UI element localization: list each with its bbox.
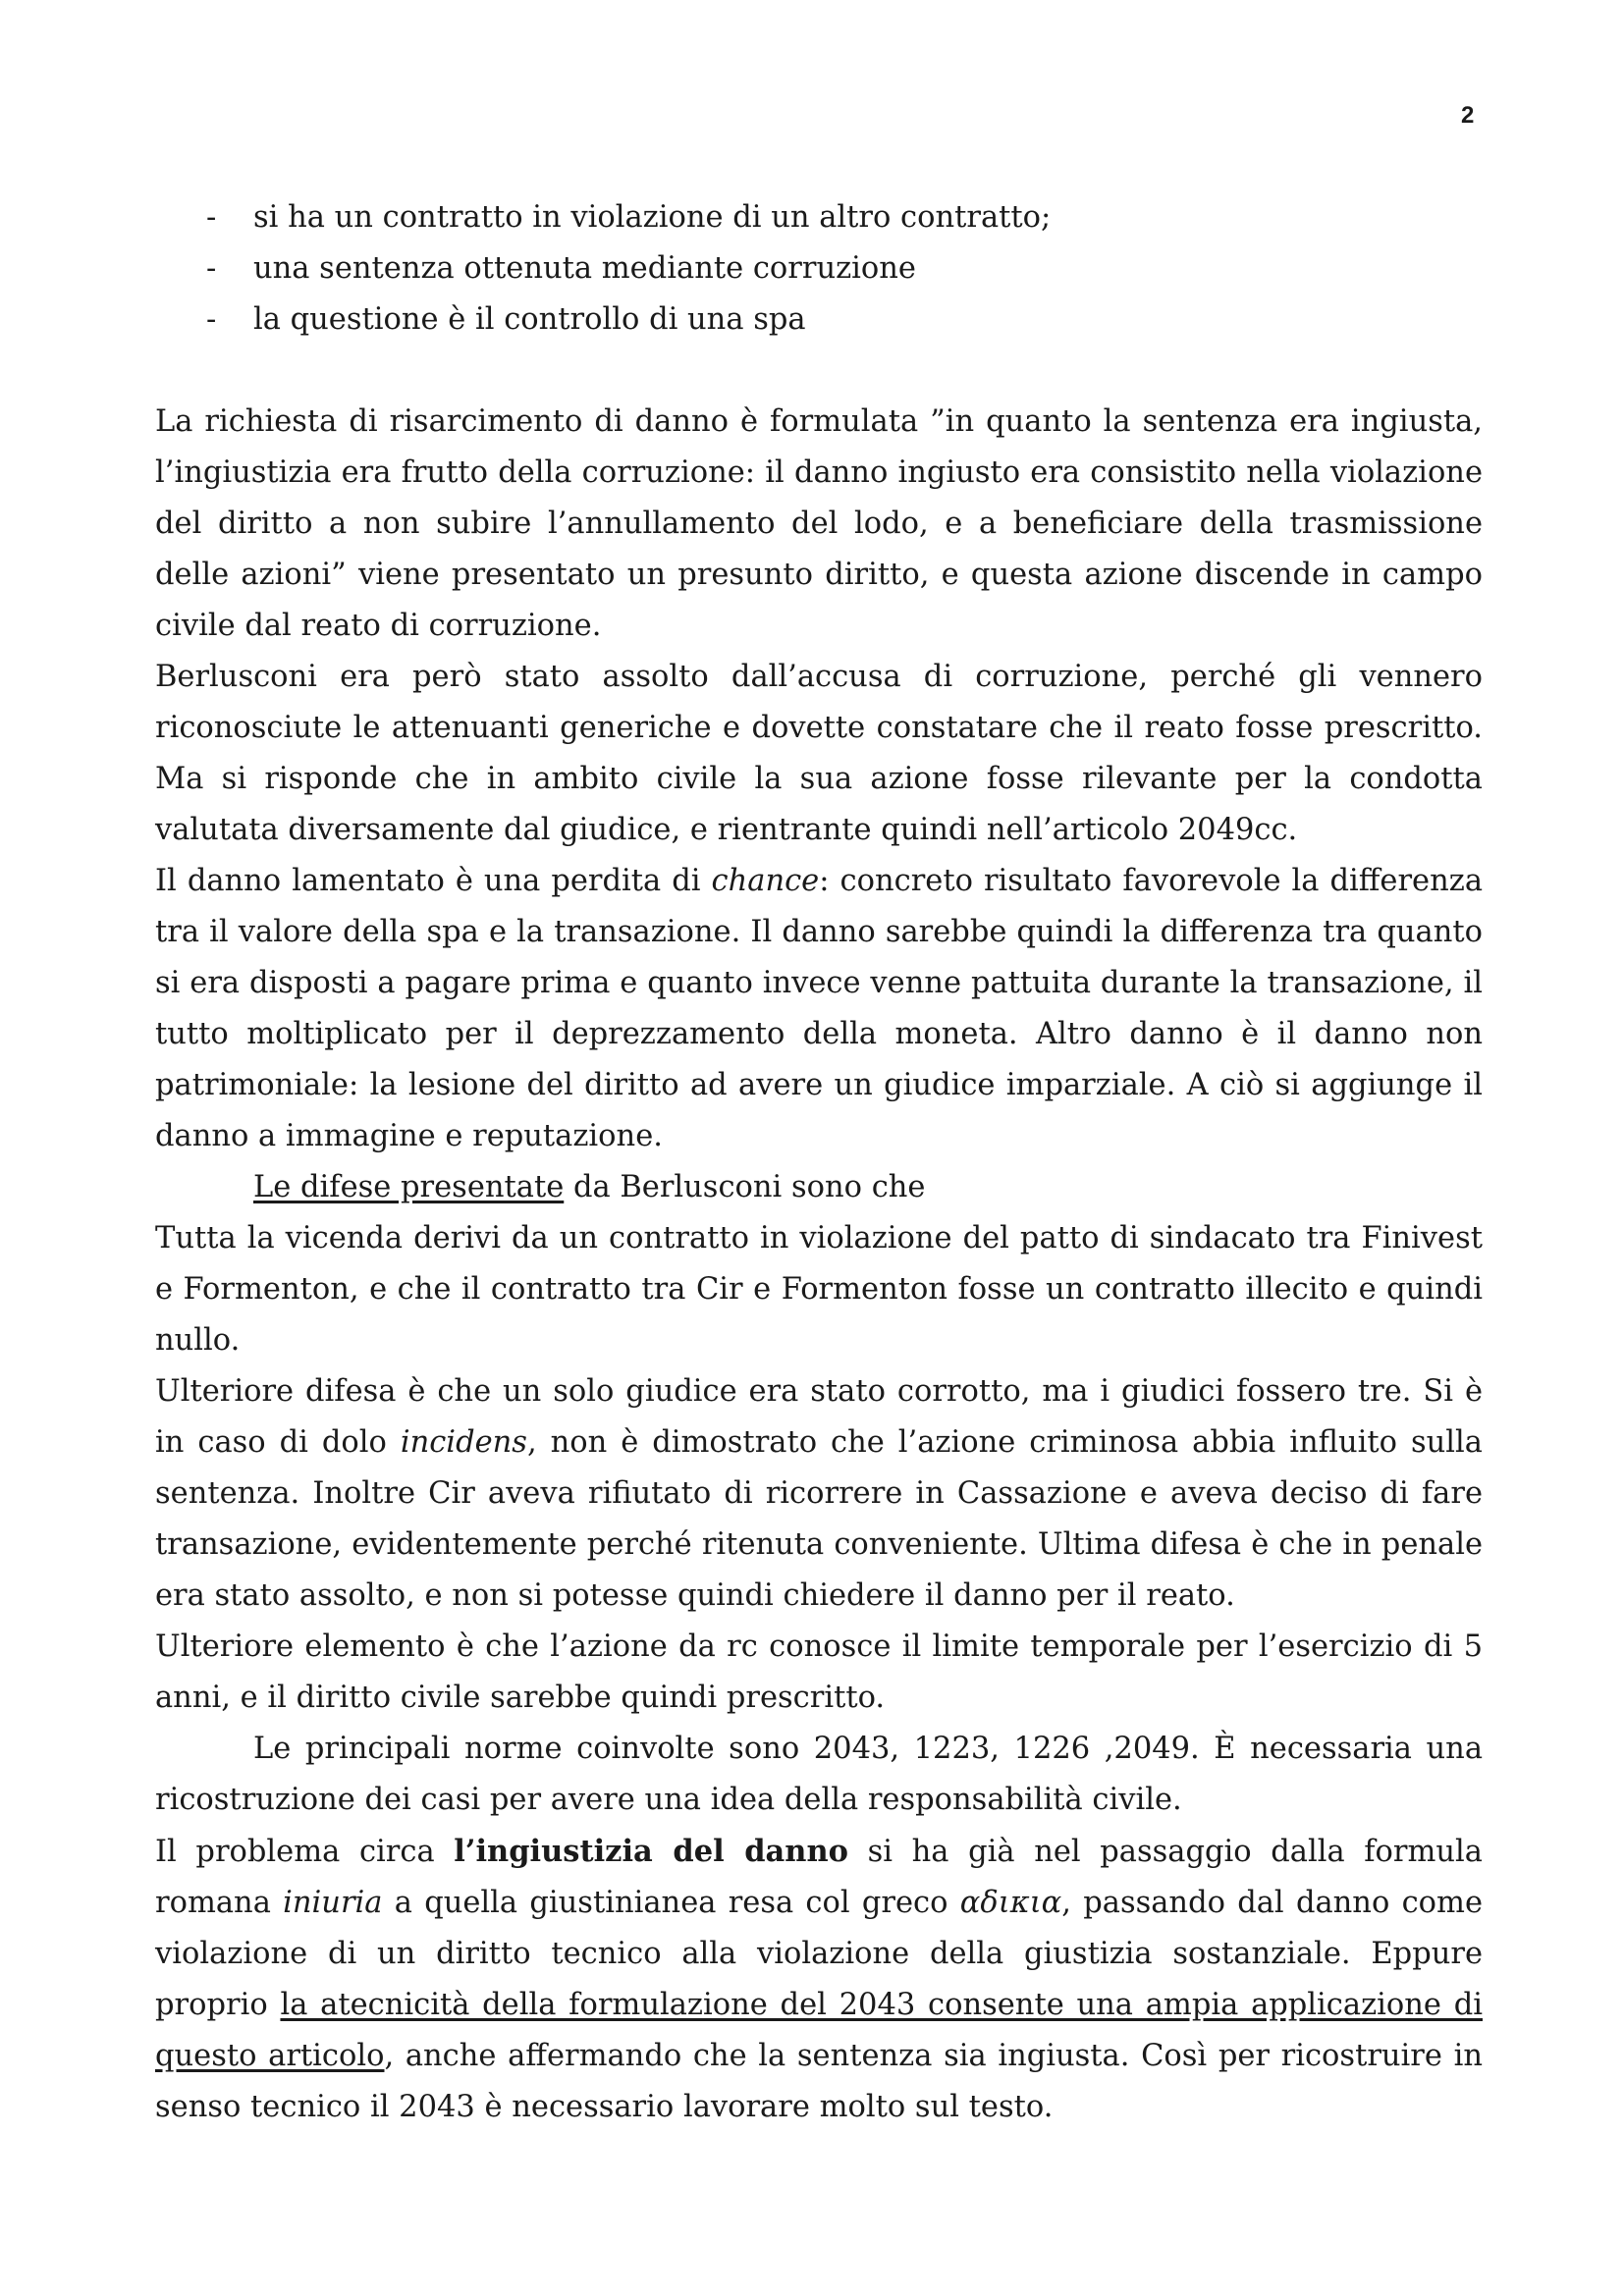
bullet-dash: -: [206, 200, 217, 235]
underlined-phrase: Le difese presentate: [253, 1170, 565, 1204]
bullet-list: [155, 192, 1483, 346]
bullet-text: una sentenza ottenuta mediante corruzione: [253, 251, 916, 286]
underlined-phrase: la atecnicità della formulazione del 2043 consente una ampia applicazione di questo articolo: [155, 1988, 1483, 2073]
paragraph-acquittal: Berlusconi era però stato assolto dall’accusa di corruzione, perché gli vennero riconosciute le attenuanti generiche e dovette constatare che il reato fosse prescritto. Ma si risponde che in ambito civile la sua azione fosse rilevante per la condotta valutata diversamente dal giudice, e rientrante quindi nell’articolo 2049cc.: [155, 660, 1483, 847]
paragraph-defenses-intro: Le difese presentate da Berlusconi sono che: [253, 1170, 926, 1204]
bullet-text: la questione è il controllo di una spa: [253, 302, 806, 337]
paragraph-injustice: Il problema circa l’ingiustizia del danno si ha già nel passaggio dalla formula romana iniuria a quella giustinianea resa col greco αδικια, passando dal danno come violazione di un diritto tecnico alla violazione della giustizia sostanziale. Eppure proprio la atecnicità della formulazione del 2043 consente una ampia applicazione di questo articolo, anche affermando che la sentenza sia ingiusta. Così per ricostruire in senso tecnico il 2043 è necessario lavorare molto sul testo.: [155, 1834, 1483, 2124]
page-number: 2: [1461, 102, 1475, 129]
bullet-dash: -: [206, 302, 217, 337]
bullet-text: si ha un contratto in violazione di un altro contratto;: [253, 200, 1052, 235]
paragraph-time-limit: Ulteriore elemento è che l’azione da rc conosce il limite temporale per l’esercizio di 5 anni, e il diritto civile sarebbe quindi prescritto.: [155, 1629, 1483, 1715]
paragraph-claim: La richiesta di risarcimento di danno è formulata ”in quanto la sentenza era ingiusta, l’ingiustizia era frutto della corruzione: il danno ingiusto era consistito nella violazione del diritto a non subire l’annullamento del lodo, e a beneficiare della trasmissione delle azioni” viene presentato un presunto diritto, e questa azione discende in campo civile dal reato di corruzione.: [155, 404, 1483, 643]
bullet-dash: -: [206, 251, 217, 286]
list-item: [155, 243, 1483, 294]
list-item: [155, 294, 1483, 346]
italic-term: incidens: [400, 1425, 527, 1460]
italic-term: iniuria: [283, 1886, 383, 1920]
bold-phrase: l’ingiustizia del danno: [454, 1834, 849, 1869]
list-item: [155, 192, 1483, 243]
italic-term: chance: [711, 864, 820, 898]
paragraph-further-defense: Ulteriore difesa è che un solo giudice era stato corrotto, ma i giudici fossero tre. Si è in caso di dolo incidens, non è dimostrato che l’azione criminosa abbia influito sulla sentenza. Inoltre Cir aveva rifiutato di ricorrere in Cassazione e aveva deciso di fare transazione, evidentemente perché ritenuta conveniente. Ultima difesa è che in penale era stato assolto, e non si potesse quindi chiedere il danno per il reato.: [155, 1374, 1483, 1613]
blank-line: [155, 346, 1483, 397]
document-body: [155, 192, 1483, 2133]
paragraph-contract: Tutta la vicenda derivi da un contratto in violazione del patto di sindacato tra Finivest e Formenton, e che il contratto tra Cir e Formenton fosse un contratto illecito e quindi nullo.: [155, 1221, 1483, 1358]
greek-term: αδικια: [959, 1886, 1062, 1920]
paragraph-norms: Le principali norme coinvolte sono 2043, 1223, 1226 ,2049. È necessaria una ricostruzione dei casi per avere una idea della responsabilità civile.: [155, 1732, 1483, 1817]
paragraph-damage: Il danno lamentato è una perdita di chance: concreto risultato favorevole la differenza tra il valore della spa e la transazione. Il danno sarebbe quindi la differenza tra quanto si era disposti a pagare prima e quanto invece venne pattuita durante la transazione, il tutto moltiplicato per il deprezzamento della moneta. Altro danno è il danno non patrimoniale: la lesione del diritto ad avere un giudice imparziale. A ciò si aggiunge il danno a immagine e reputazione.: [155, 864, 1483, 1153]
